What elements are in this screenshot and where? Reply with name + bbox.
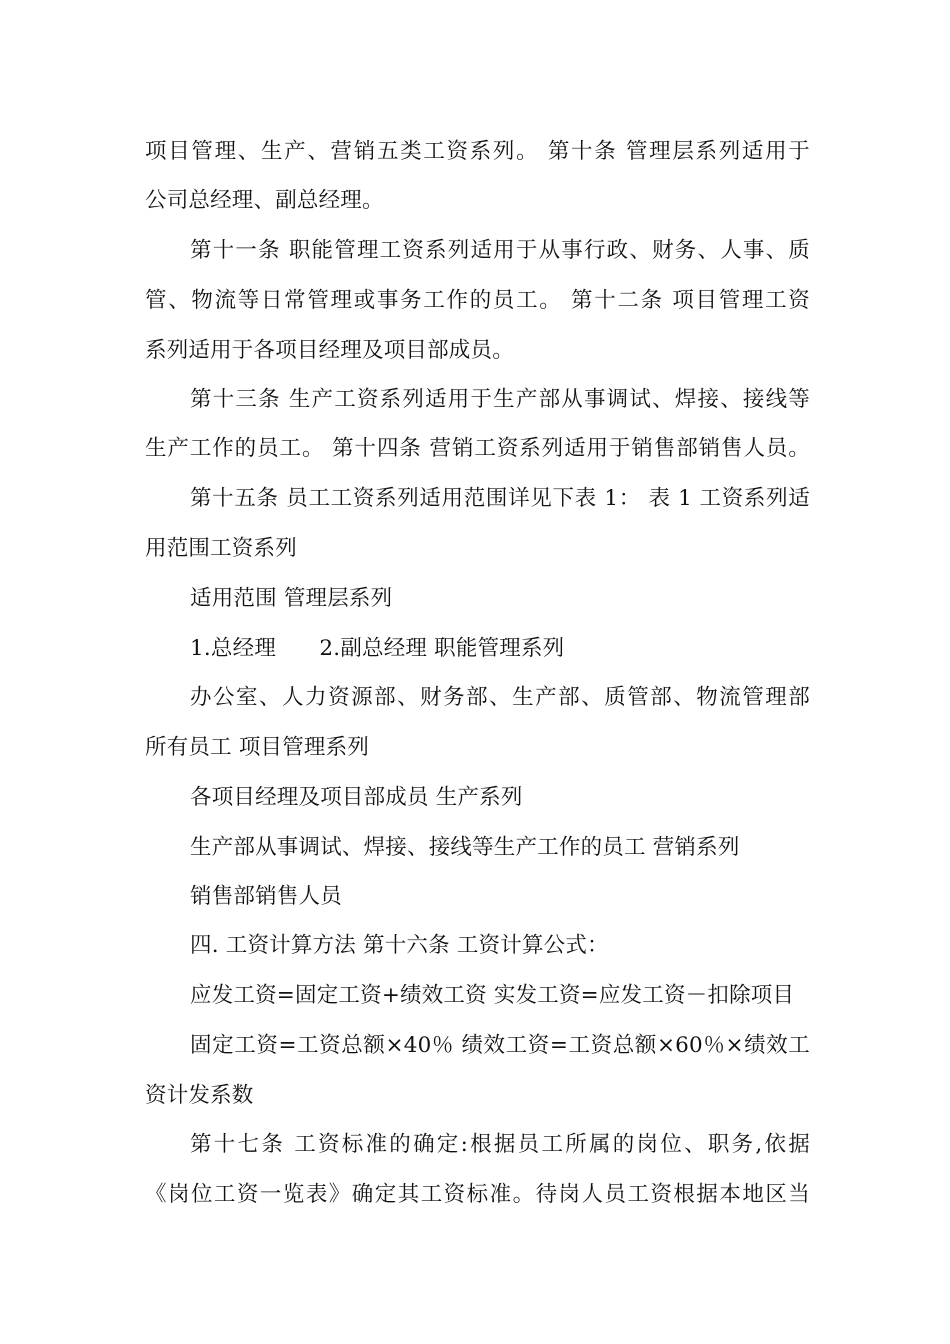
text-line-11: 1.总经理 2.副总经理 职能管理系列 (190, 636, 565, 661)
text-line-9: 用范围工资系列 (145, 536, 297, 561)
text-line-7: 生产工作的员工。 第十四条 营销工资系列适用于销售部销售人员。 (145, 436, 810, 461)
text-line-19: 固定工资=工资总额×40％ 绩效工资=工资总额×60％×绩效工 (190, 1033, 810, 1058)
text-line-16: 销售部销售人员 (190, 884, 342, 909)
text-line-21: 第十七条 工资标准的确定:根据员工所属的岗位、职务,依据 (190, 1132, 810, 1157)
text-line-10: 适用范围 管理层系列 (190, 586, 393, 611)
text-line-17: 四. 工资计算方法 第十六条 工资计算公式： (190, 933, 609, 958)
text-line-5: 系列适用于各项目经理及项目部成员。 (145, 338, 514, 363)
text-line-2: 公司总经理、副总经理。 (145, 188, 384, 213)
text-line-12: 办公室、人力资源部、财务部、生产部、质管部、物流管理部 (190, 685, 810, 710)
text-line-3: 第十一条 职能管理工资系列适用于从事行政、财务、人事、质 (190, 238, 810, 263)
text-line-6: 第十三条 生产工资系列适用于生产部从事调试、焊接、接线等 (190, 387, 810, 412)
text-line-4: 管、物流等日常管理或事务工作的员工。 第十二条 项目管理工资 (145, 288, 810, 313)
text-line-22: 《岗位工资一览表》确定其工资标准。待岗人员工资根据本地区当 (145, 1182, 810, 1207)
text-line-20: 资计发系数 (145, 1083, 254, 1108)
text-line-13: 所有员工 项目管理系列 (145, 735, 370, 760)
text-line-14: 各项目经理及项目部成员 生产系列 (190, 785, 523, 810)
text-line-1: 项目管理、生产、营销五类工资系列。 第十条 管理层系列适用于 (145, 139, 810, 164)
text-line-18: 应发工资=固定工资+绩效工资 实发工资=应发工资－扣除项目 (190, 983, 795, 1008)
text-line-15: 生产部从事调试、焊接、接线等生产工作的员工 营销系列 (190, 835, 740, 860)
text-line-8: 第十五条 员工工资系列适用范围详见下表 1： 表 1 工资系列适 (190, 486, 810, 511)
